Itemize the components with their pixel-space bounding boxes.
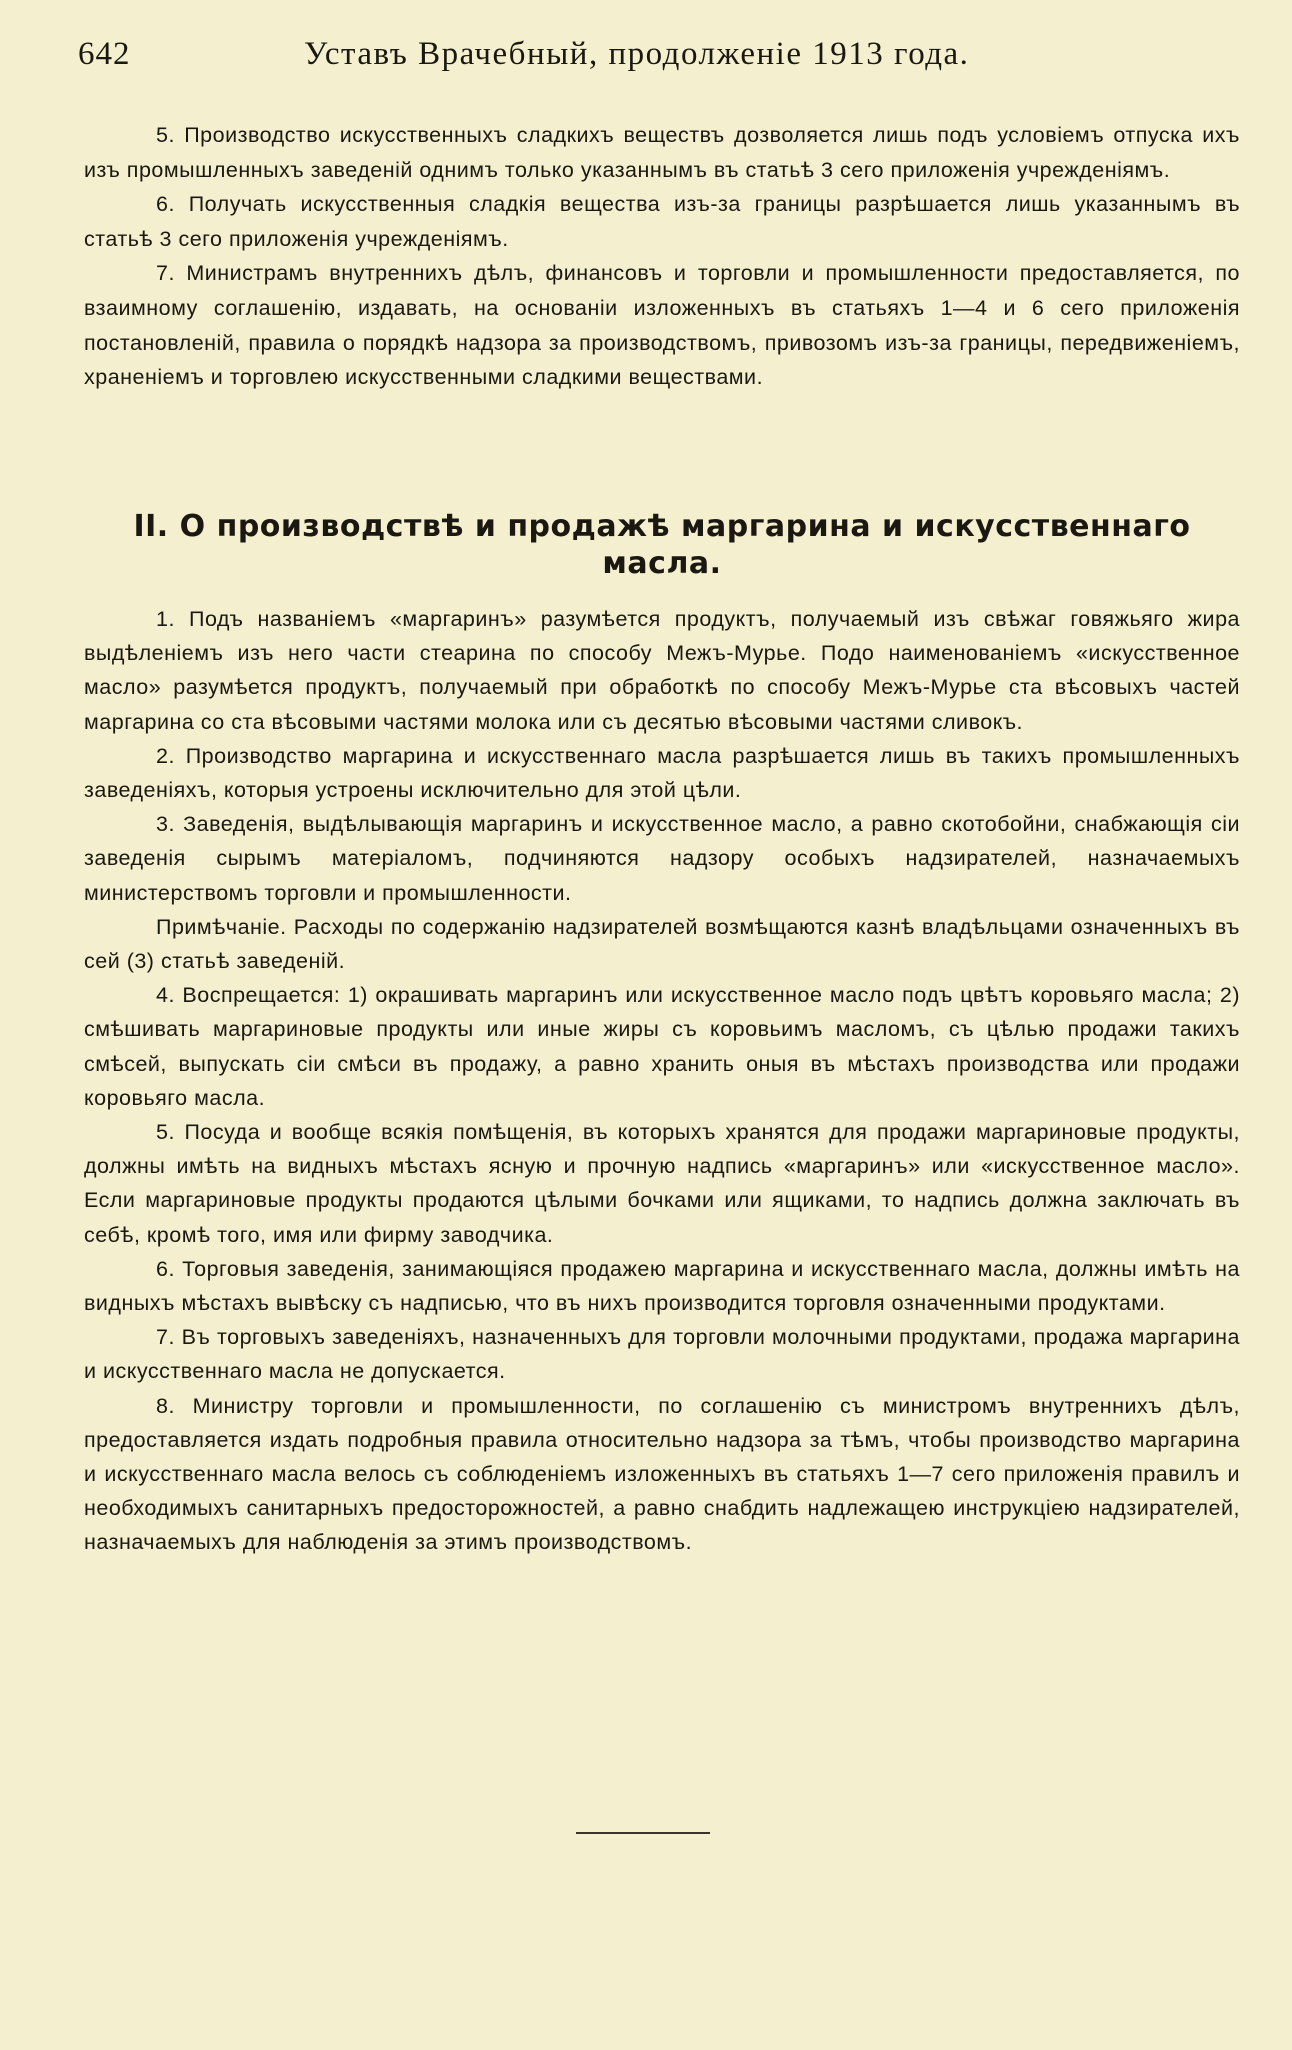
article-2-paragraph: 2. Производство маргарина и искусственнаго масла разрѣшается лишь въ такихъ промышленныхъ заведеніяхъ, которыя устроены исключительно для этой цѣли.	[84, 743, 1240, 803]
page-number: 642	[78, 36, 131, 72]
part-two-text	[84, 602, 1240, 1560]
note-paragraph: Примѣчаніе. Расходы по содержанію надзирателей возмѣщаются казнѣ владѣльцами означенныхъ въ сей (3) статьѣ заведеній.	[84, 914, 1240, 974]
part-one-text	[84, 118, 1240, 395]
article-4-paragraph: 4. Воспрещается: 1) окрашивать маргаринъ или искусственное масло подъ цвѣтъ коровьяго масла; 2) смѣшивать маргариновые продукты или иные жиры съ коровьимъ масломъ, съ цѣлью продажи такихъ смѣсей, выпускать сіи смѣси въ продажу, а равно хранить оныя въ мѣстахъ производства или продажи коровьяго масла.	[84, 983, 1240, 1110]
section-heading: II. О производствѣ и продажѣ маргарина и искусственнаго масла.	[133, 509, 1191, 581]
article-6-paragraph: 6. Торговыя заведенія, занимающіяся продажею маргарина и искусственнаго масла, должны имѣть на видныхъ мѣстахъ вывѣску съ надписью, что въ нихъ производится торговля означенными продуктами.	[84, 1256, 1240, 1316]
article-5-paragraph: 5. Производство искусственныхъ сладкихъ веществъ дозволяется лишь подъ условіемъ отпуска ихъ изъ промышленныхъ заведеній однимъ только указаннымъ въ статьѣ 3 сего приложенія учрежденіямъ.	[84, 123, 1240, 182]
article-7-paragraph: 7. Въ торговыхъ заведеніяхъ, назначенныхъ для торговли молочными продуктами, продажа маргарина и искусственнаго масла не допускается.	[84, 1325, 1240, 1384]
running-title: Уставъ Врачебный, продолженіе 1913 года.	[304, 36, 970, 72]
article-3-paragraph: 3. Заведенія, выдѣлывающія маргаринъ и искусственное масло, а равно скотобойни, снабжающія сіи заведенія сырымъ матеріаломъ, подчиняются надзору особыхъ надзирателей, назначаемыхъ министерствомъ торговли и промышленности.	[84, 812, 1240, 905]
closing-rule	[576, 1832, 710, 1834]
article-7-paragraph: 7. Министрамъ внутреннихъ дѣлъ, финансовъ и торговли и промышленности предоставляется, по взаимному соглашенію, издавать, на основаніи изложенныхъ въ статьяхъ 1—4 и 6 сего приложенія постановленій, правила о порядкѣ надзора за производствомъ, привозомъ изъ-за границы, передвиженіемъ, храненіемъ и торговлею искусственными сладкими веществами.	[84, 261, 1240, 390]
article-6-paragraph: 6. Получать искусственныя сладкія вещества изъ-за границы разрѣшается лишь указаннымъ въ статьѣ 3 сего приложенія учрежденіямъ.	[84, 192, 1240, 251]
article-5-paragraph: 5. Посуда и вообще всякія помѣщенія, въ которыхъ хранятся для продажи маргариновые продукты, должны имѣть на видныхъ мѣстахъ ясную и прочную надпись «маргаринъ» или «искусственное масло». Если маргариновые продукты продаются цѣлыми бочками или ящиками, то надпись должна заключать въ себѣ, кромѣ того, имя или фирму заводчика.	[84, 1120, 1240, 1247]
running-header	[78, 36, 1232, 80]
article-1-paragraph: 1. Подъ названіемъ «маргаринъ» разумѣется продуктъ, получаемый изъ свѣжаг говяжьяго жира выдѣленіемъ изъ него части стеарина по способу Межъ-Мурье. Подо наименованіемъ «искусственное масло» разумѣется продуктъ, получаемый при обработкѣ по способу Межъ-Мурье ста вѣсовыхъ частей маргарина со ста вѣсовыми частями молока или съ десятью вѣсовыми частями сливокъ.	[84, 607, 1240, 734]
article-8-paragraph: 8. Министру торговли и промышленности, по соглашенію съ министромъ внутреннихъ дѣлъ, предоставляется издать подробныя правила относительно надзора за тѣмъ, чтобы производство маргарина и искусственнаго масла велось съ соблюденіемъ изложенныхъ въ статьяхъ 1—7 сего приложенія правилъ и необходимыхъ санитарныхъ предосторожностей, а равно снабдить надлежащею инструкціею надзирателей, назначаемыхъ для наблюденія за этимъ производствомъ.	[84, 1393, 1240, 1555]
